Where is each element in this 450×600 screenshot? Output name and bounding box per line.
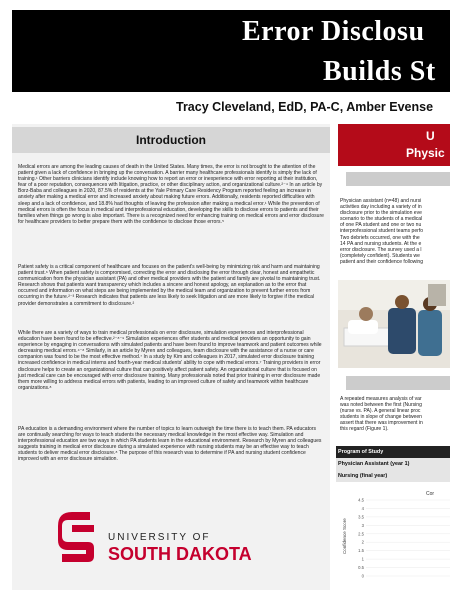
table-header: Program of Study	[336, 446, 450, 458]
author-list: Tracy Cleveland, EdD, PA-C, Amber Evense	[176, 100, 434, 114]
y-tick-label: 0	[361, 573, 364, 579]
methods-line: error disclosure. The survey used a l	[340, 246, 422, 253]
methods-line: 14 PA and nursing students. At the e	[340, 240, 422, 247]
y-tick-label: 4.5	[358, 497, 364, 503]
y-tick-label: 3	[361, 522, 364, 528]
methods-line: interprofessional student teams perfo	[340, 228, 424, 235]
chart-y-axis-label: Confidence Score	[342, 518, 347, 554]
table-row: Nursing (final year)	[336, 470, 450, 482]
results-text	[340, 396, 450, 433]
methods-text	[340, 198, 450, 265]
university-location: SOUTH DAKOTA	[108, 544, 252, 564]
results-line: this regard (Figure 1).	[340, 426, 389, 433]
y-tick-label: 3.5	[358, 514, 364, 520]
methods-subheading-bar	[346, 172, 450, 186]
intro-paragraph-2: Patient safety is a critical component of healthcare and focuses on the patient's well-being by minimizing risk and harm and maintaining patient trust.⁶ When patient safety is compromised, correcting the error and disclosing the error through clear, honest and empathetic communication from the physician assistant (PA) and other medical providers with the patient and family are pivotal to maintaining trust. Research shows that patients want transparency which includes a sincere and honest apology, an explanation as to the error that occurred and information on what steps are being implemented by the medical team and organization to prevent further errors from occurring in the future.²⁻³ Research indicates that patients are less likely to seek litigation and are more likely to forgive if the medical provider demonstrates a commitment to disclosure.²	[18, 264, 321, 307]
intro-paragraph-1: Medical errors are among the leading causes of death in the United States. Many times, the error is not brought to the attention of the patient given a lack of confidence in bringing up the conversation. A barrier many healthcare professionals identify is simply the lack of training.¹ Other barriers clinicians identify include knowing how to report an error or inexperience with error reporting at their institution, fear of a poor reputation, consequences with litigation, practice, or other disciplinary action, and organizational culture.²⁻⁴ In an article by Borz-Baba and colleagues in 2020, 87.5% of residents at the Yale Primary Care Residency Program reported feeling an increase in anxiety after making a medical error and increased anxiety about making future errors. Additionally, residents reported difficulties with sleep and a lack of confidence, and 18.8% had thoughts of leaving the profession after making a medical error.¹ While the prevention of medical errors is often the focus in medical and interprofessional education, developing the skills to disclose errors to patients and their families when things go wrong is also important. There is a recognized need for enhancing training on medical errors and error disclosure for healthcare providers to better prepare them with the confidence to disclose those errors.⁵	[18, 164, 324, 225]
poster-title-line-1: Error Disclosu	[242, 16, 425, 47]
methods-line: (completely confident). Students we	[340, 252, 420, 259]
results-line: A repeated measures analysis of var	[340, 396, 422, 402]
methods-line: scenario to the students of a medical	[340, 216, 423, 223]
y-tick-label: 2	[361, 539, 364, 545]
methods-line: activities day including a variety of in	[340, 204, 422, 211]
intro-paragraph-4: PA education is a demanding environment where the number of topics to learn outweigh the time there is to teach them. PA educators are continually searching for ways to teach students the necessary medical knowledge in the most effective way. Simulation and interprofessional education are two ways in which PA students learn in the educational environment. Research by Myren and colleagues suggests training in medical error disclosure during a simulated experience with nursing students may be an effective way to teach students to deliver medical error disclosure.⁸ The purpose of this research was to determine if PA and nursing student confidence improved with an error disclosure simulation.	[18, 426, 322, 463]
intro-paragraph-3: While there are a variety of ways to train medical professionals on error disclosure, simulation experiences and interprofessional education have been found to be effective.²⁻⁸⁻⁹ Simulation experiences offer students and medical providers an opportunity to gain experience by engaging in conversations with simulated patients and have been found to improve teamwork and patient outcomes while decreasing medical errors.⁴⁻⁸ Similarly, in an article by Myren and colleagues, team disclosure with the assistance of a nurse or care companion was found to be the most effective method.⁷ In a study by Kim and colleagues in 2017, simulated error disclosure training increased confidence in medical interns and fourth-year medical students' ability to cope with medical errors.⁷ Training providers in error disclosure helps to create an organizational culture that can positively affect patient safety. An organizational culture that is focused on just medical care can be encouraged with error disclosure training. Many professionals noted that prior training in error disclosure made them more willing to address medical errors with patients, leading to an improved culture of safety and teamwork within healthcare organizations.⁸	[18, 330, 322, 391]
chart-title: Cor	[426, 491, 435, 497]
confidence-chart	[338, 486, 450, 590]
methods-line: Physician assistant (n=48) and nursi	[340, 198, 422, 204]
results-line: was noted between the first (Nursing	[340, 402, 422, 409]
results-line: students in slope of change between	[340, 414, 422, 421]
y-tick-label: 1	[361, 556, 364, 562]
introduction-heading: Introduction	[12, 127, 330, 153]
y-tick-label: 0.5	[358, 565, 364, 571]
title-banner	[12, 10, 450, 92]
university-logo-icon	[58, 512, 98, 562]
methods-line: of one PA student and one or two nu	[340, 222, 422, 229]
y-tick-label: 1.5	[358, 548, 364, 554]
y-tick-label: 2.5	[358, 531, 364, 537]
program-table	[336, 446, 450, 482]
methods-header-line-2: Physic	[406, 146, 445, 160]
methods-line: Two debriefs occurred, one with the	[340, 234, 420, 241]
y-tick-label: 4	[361, 505, 364, 511]
poster-title-line-2: Builds St	[323, 56, 436, 87]
results-line: (nurse vs. PA). A general linear proc	[340, 408, 421, 415]
university-name: UNIVERSITY OF	[108, 532, 211, 543]
simulation-photo	[338, 280, 450, 368]
methods-header-line-1: U	[426, 129, 435, 143]
results-line: assert that there was improvement in	[340, 420, 423, 427]
results-heading-bar	[346, 376, 450, 390]
methods-header	[338, 124, 450, 166]
methods-line: patient and their confidence following	[340, 258, 424, 265]
methods-line: disclosure prior to the simulation eve	[340, 210, 422, 217]
table-row: Physician Assistant (year 1)	[336, 458, 450, 470]
